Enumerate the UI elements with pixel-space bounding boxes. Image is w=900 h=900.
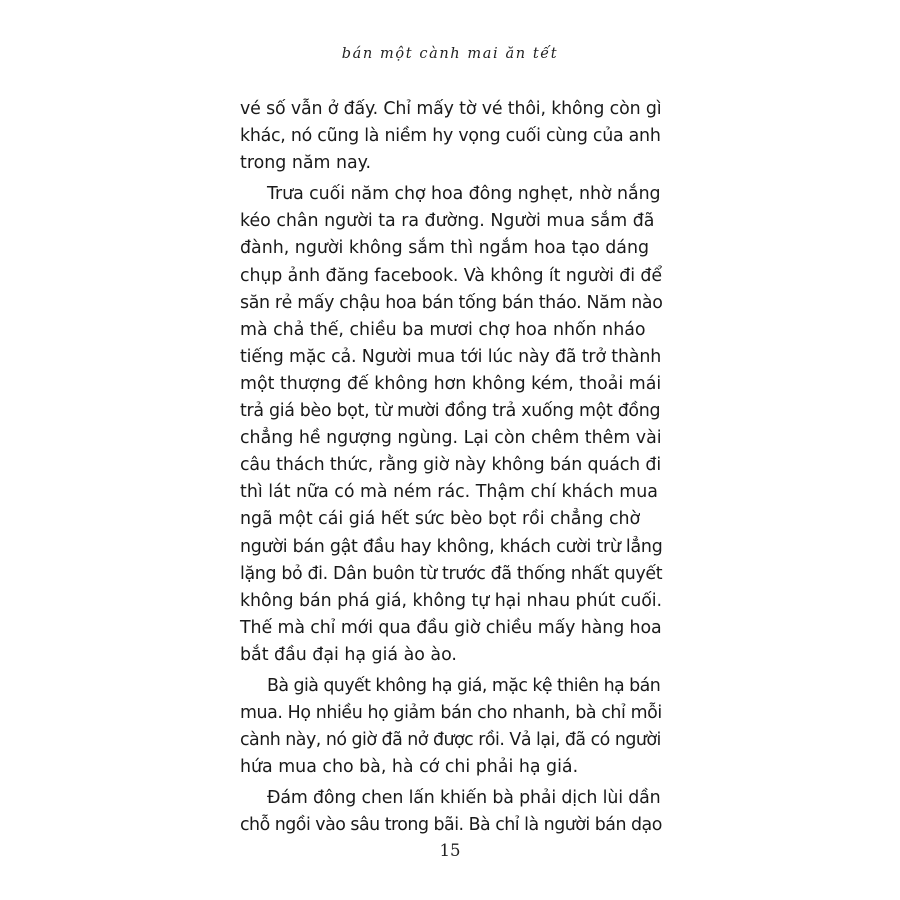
paragraph-4 xyxy=(240,785,660,839)
text-line: vé số vẫn ở đấy. Chỉ mấy tờ vé thôi, không còn gì xyxy=(240,99,662,119)
text-line: tiếng mặc cả. Người mua tới lúc này đã trở thành xyxy=(240,346,662,367)
text-line: Trưa cuối năm chợ hoa đông nghẹt, nhờ nắng xyxy=(267,184,661,205)
text-line: bắt đầu đại hạ giá ào ào. xyxy=(240,644,457,665)
paragraph-3 xyxy=(240,673,660,781)
text-line: trả giá bèo bọt, từ mười đồng trả xuống một đồng xyxy=(240,401,661,422)
paragraph-2 xyxy=(240,181,663,669)
text-line: trong năm nay. xyxy=(240,153,371,174)
text-line: Thế mà chỉ mới qua đầu giờ chiều mấy hàng hoa xyxy=(240,617,662,638)
text-line: Bà già quyết không hạ giá, mặc kệ thiên hạ bán xyxy=(267,675,661,696)
text-line: cành này, nó giờ đã nở được rồi. Vả lại, đã có người xyxy=(240,730,661,751)
text-line: khác, nó cũng là niềm hy vọng cuối cùng của anh xyxy=(240,126,661,147)
running-header-title: bán một cành mai ăn tết xyxy=(341,46,559,62)
text-line: người bán gật đầu hay không, khách cười trừ lẳng xyxy=(240,536,663,557)
text-line: đành, người không sắm thì ngắm hoa tạo dáng xyxy=(240,238,650,259)
text-line: câu thách thức, rằng giờ này không bán quách đi xyxy=(240,455,662,476)
text-line: thì lát nữa có mà ném rác. Thậm chí khách mua xyxy=(240,482,658,503)
text-line: chỗ ngồi vào sâu trong bãi. Bà chỉ là người bán dạo xyxy=(240,815,662,836)
text-line: ngã một cái giá hết sức bèo bọt rồi chẳng chờ xyxy=(240,509,641,530)
text-line: lặng bỏ đi. Dân buôn từ trước đã thống nhất quyết xyxy=(240,563,663,584)
text-line: mà chả thế, chiều ba mươi chợ hoa nhốn nháo xyxy=(240,319,646,340)
paragraph-1 xyxy=(240,96,660,177)
text-line: kéo chân người ta ra đường. Người mua sắm đã xyxy=(240,211,655,232)
page-number: 15 xyxy=(439,841,461,860)
text-line: hứa mua cho bà, hà cớ chi phải hạ giá. xyxy=(240,757,579,778)
text-line: chụp ảnh đăng facebook. Và không ít người đi để xyxy=(240,265,662,286)
text-line: Đám đông chen lấn khiến bà phải dịch lùi dần xyxy=(267,788,661,809)
text-line: không bán phá giá, không tự hại nhau phút cuối. xyxy=(240,590,663,611)
text-line: chẳng hề ngượng ngùng. Lại còn chêm thêm vài xyxy=(240,428,662,449)
text-line: một thượng đế không hơn không kém, thoải mái xyxy=(240,373,662,394)
text-line: mua. Họ nhiều họ giảm bán cho nhanh, bà chỉ mỗi xyxy=(240,703,662,724)
text-line: săn rẻ mấy chậu hoa bán tống bán tháo. Năm nào xyxy=(240,292,663,313)
body-text xyxy=(240,96,663,844)
